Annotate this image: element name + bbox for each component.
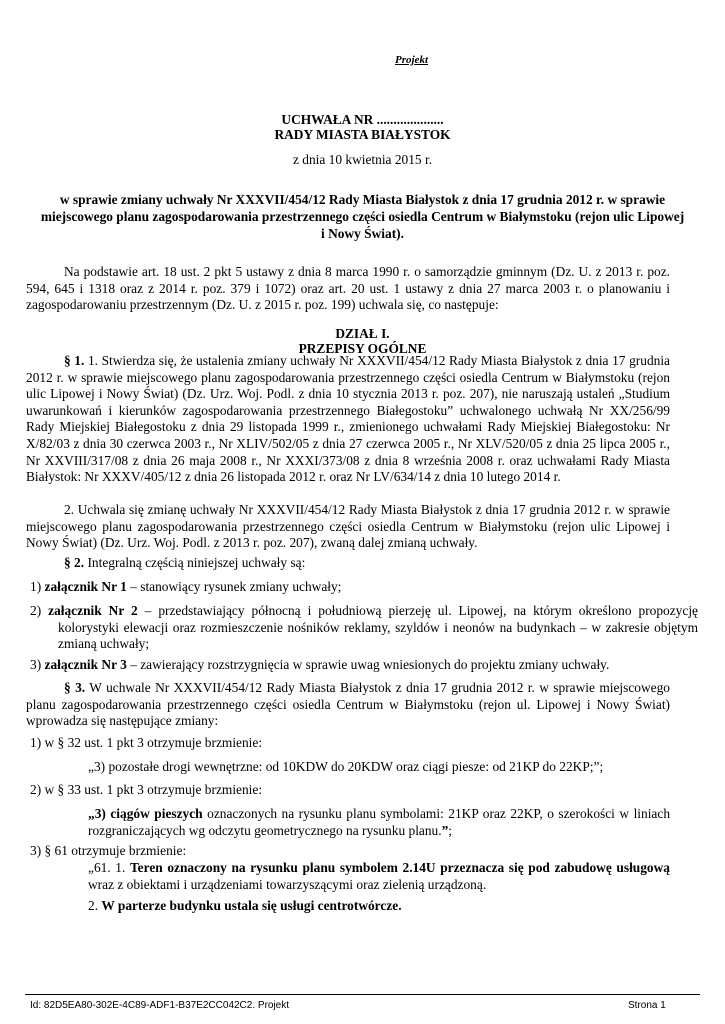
attachment-item: 1) załącznik Nr 1 – stanowiący rysunek zmiany uchwały; [30, 579, 342, 594]
page-number: Strona 1 [628, 1000, 666, 1011]
change-quote-2: „3) ciągów pieszych oznaczonych na rysunku planu symbolami: 21KP oraz 22KP, o szerokości w liniach rozgraniczających wg odczytu geometrycznego na rysunku planu.”; [88, 806, 671, 838]
paragraph-text: Integralną częścią niniejszej uchwały są: [87, 555, 306, 570]
change-quote-3: „61. 1. Teren oznaczony na rysunku planu symbolem 2.14U przeznacza się pod zabudowę usługową wraz z obiektami i urządzeniami towarzyszącymi oraz zielenią urządzoną. [88, 860, 670, 892]
change-item-1: 1) w § 32 ust. 1 pkt 3 otrzymuje brzmienie: [30, 735, 263, 750]
paragraph-1-clause-2: 2. Uchwala się zmianę uchwały Nr XXXVII/454/12 Rady Miasta Białystok z dnia 17 grudnia 2012 r. w sprawie miejscowego planu zagospodarowania przestrzennego części osiedla Centrum w Białymstoku (rejon ulic Lipowej i Nowy Świat) (Dz. Urz. Woj. Podl. z 2013 r. poz. 207), zwaną dalej zmianą uchwały. [26, 502, 670, 551]
council-name: RADY MIASTA BIAŁYSTOK [274, 127, 451, 142]
paragraph-1-clause-1 [26, 353, 670, 486]
change-item-2: 2) w § 33 ust. 1 pkt 3 otrzymuje brzmienie: [30, 782, 263, 797]
paragraph-2-intro [26, 555, 670, 572]
paragraph-marker: § 1. [64, 353, 85, 368]
attachment-item: 2) załącznik Nr 2 – przedstawiający północną i południową pierzeję ul. Lipowej, na którym określono propozycję kolorystyki elewacji oraz rozmieszczenie nośników reklamy, szyldów i neonów na budynkach – w zakresie objętym zmianą uchwały; [30, 603, 698, 652]
projekt-label: Projekt [395, 54, 428, 66]
paragraph-3-intro [26, 680, 670, 730]
resolution-number: UCHWAŁA NR .................... [281, 112, 444, 127]
paragraph-marker: § 3. [64, 680, 86, 695]
change-quote-3-clause-2: 2. W parterze budynku ustala się usługi centrotwórcze. [88, 898, 402, 913]
attachment-item: 3) załącznik Nr 3 – zawierający rozstrzygnięcia w sprawie uwag wniesionych do projektu zmiany uchwały. [30, 657, 610, 672]
paragraph-marker: § 2. [64, 555, 85, 570]
legal-basis: Na podstawie art. 18 ust. 2 pkt 5 ustawy z dnia 8 marca 1990 r. o samorządzie gminnym (Dz. U. z 2013 r. poz. 594, 645 i 1318 oraz z 2014 r. poz. 379 i 1072) oraz art. 20 ust. 1 ustawy z dnia 27 marca 2003 r. o planowaniu i zagospodarowaniu przestrzennym (Dz. U. z 2015 r. poz. 199) uchwala się, co następuje: [26, 264, 670, 313]
section-number: DZIAŁ I. [335, 326, 390, 341]
section-title: PRZEPISY OGÓLNE [298, 341, 427, 356]
resolution-date: z dnia 10 kwietnia 2015 r. [292, 152, 433, 167]
resolution-title [40, 112, 685, 142]
change-item-3: 3) § 61 otrzymuje brzmienie: [30, 843, 187, 858]
section-heading [40, 326, 685, 356]
change-quote-1: „3) pozostałe drogi wewnętrzne: od 10KDW do 20KDW oraz ciągi piesze: od 21KP do 22KP;”; [88, 759, 604, 774]
footer-divider [25, 994, 700, 995]
document-id: Id: 82D5EA80-302E-4C89-ADF1-B37E2CC042C2. Projekt [30, 1000, 290, 1011]
paragraph-text: W uchwale Nr XXXVII/454/12 Rady Miasta Białystok z dnia 17 grudnia 2012 r. w sprawie miejscowego planu zagospodarowania przestrzennego części osiedla Centrum w Białymstoku (rejon ul. Lipowej i Nowy Świat) wprowadza się następujące zmiany: [26, 680, 670, 729]
paragraph-text: 1. Stwierdza się, że ustalenia zmiany uchwały Nr XXXVII/454/12 Rady Miasta Białystok z dnia 17 grudnia 2012 r. w sprawie miejscowego planu zagospodarowania przestrzennego części osiedla Centrum w Białymstoku (rejon ulic Lipowej i Nowy Świat) (Dz. Urz. Woj. Podl. z dnia 10 stycznia 2013 r. poz. 207), nie naruszają ustaleń „Studium uwarunkowań i kierunków zagospodarowania przestrzennego Białegostoku” uchwalonego uchwałą Nr XX/256/99 Rady Miejskiej Białegostoku z dnia 29 listopada 1999 r., zmienionego uchwałami Rady Miejskiej Białegostoku: Nr X/82/03 z dnia 30 czerwca 2003 r., Nr XLIV/502/05 z dnia 27 czerwca 2005 r., Nr XLV/520/05 z dnia 25 lipca 2005 r., Nr XXVIII/317/08 z dnia 26 maja 2008 r., Nr XXXI/373/08 z dnia 8 września 2008 r. oraz uchwałami Rady Miasta Białystok: Nr XXXV/405/12 z dnia 26 listopada 2012 r. oraz Nr LV/634/14 z dnia 10 lutego 2014 r. [26, 353, 670, 485]
resolution-subject: w sprawie zmiany uchwały Nr XXXVII/454/12 Rady Miasta Białystok z dnia 17 grudnia 2012 r. w sprawie miejscowego planu zagospodarowania przestrzennego części osiedla Centrum w Białymstoku (rejon ulic Lipowej i Nowy Świat). [40, 192, 685, 241]
